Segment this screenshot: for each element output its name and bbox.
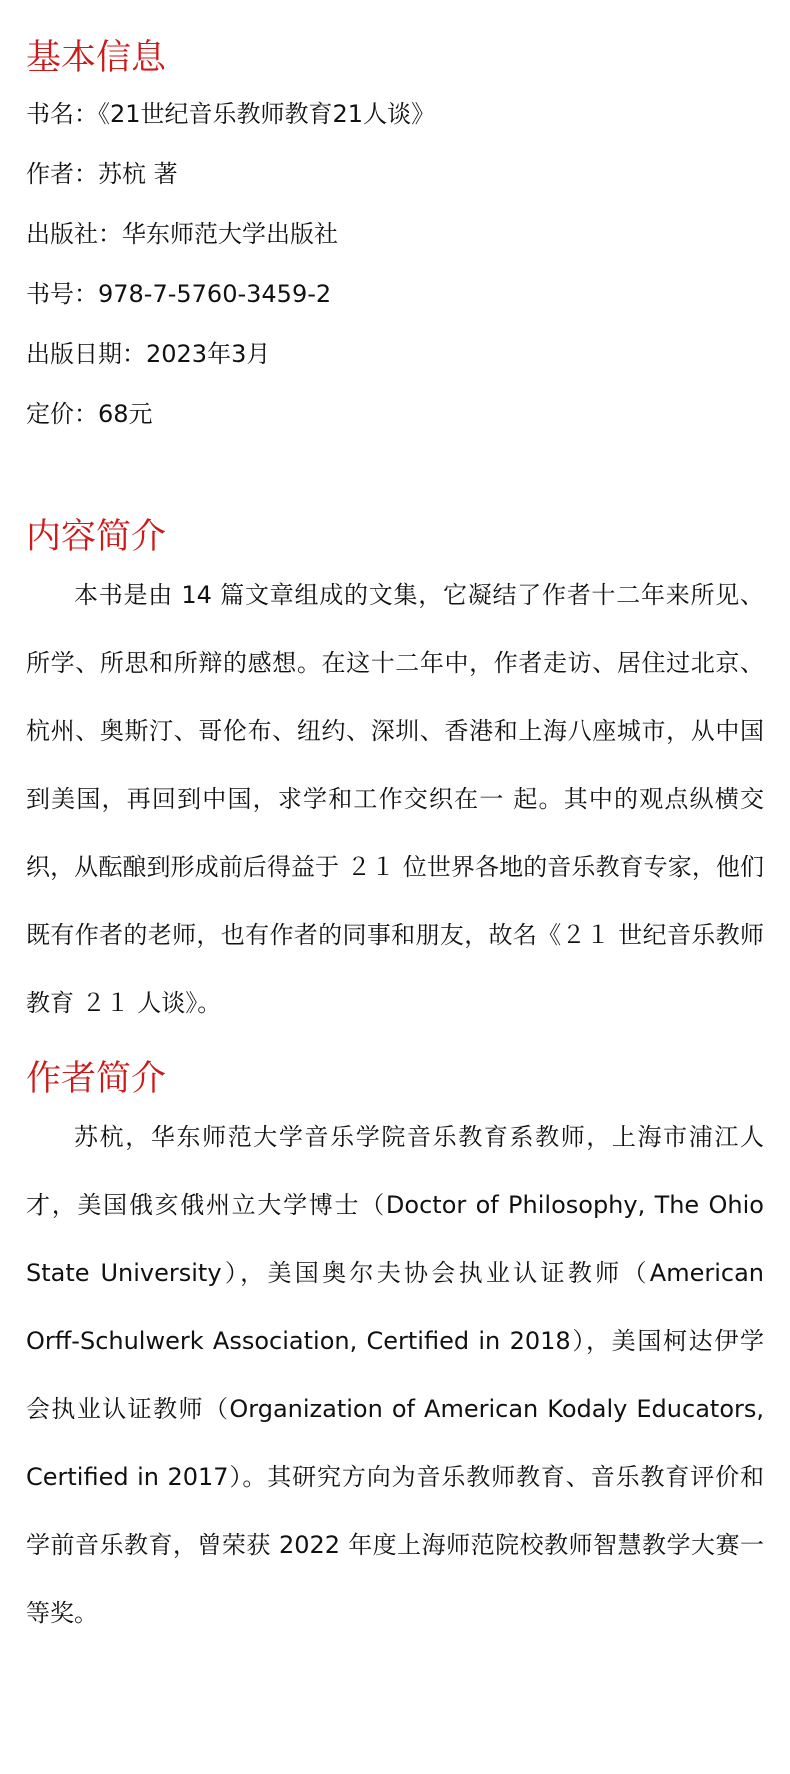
info-line-isbn: 书号：978-7-5760-3459-2 [26,280,332,308]
basic-info-heading: 基本信息 [26,38,167,78]
info-line-author: 作者：苏杭 著 [26,160,178,188]
info-line-title: 书名：《21世纪音乐教师教育21人谈》 [26,100,436,128]
info-line-date: 出版日期：2023年3月 [26,340,271,368]
author-intro-paragraph: 苏杭，华东师范大学音乐学院音乐教育系教师，上海市浦江人才，美国俄亥俄州立大学博士（Doctor of Philosophy, The Ohio State University），美国奥尔夫协会执业认证教师（American Orff-Schulwerk Association, Certified in 2018），美国柯达伊学会执业认证教师（Organization of American Kodaly Educators, Certified in 2017）。其研究方向为音乐教师教育、音乐教育评价和学前音乐教育，曾荣获 2022 年度上海师范院校教师智慧教学大赛一等奖。 [26,1123,764,1627]
author-intro-heading: 作者简介 [26,1059,167,1099]
info-line-publisher: 出版社：华东师范大学出版社 [26,220,338,248]
content-intro-heading: 内容简介 [26,517,167,557]
content-intro-paragraph: 本书是由 14 篇文章组成的文集，它凝结了作者十二年来所见、所学、所思和所辩的感想。在这十二年中，作者走访、居住过北京、杭州、奥斯汀、哥伦布、纽约、深圳、香港和上海八座城市，从中国到美国，再回到中国，求学和工作交织在一 起。其中的观点纵横交织，从酝酿到形成前后得益于 ２１ 位世界各地的音乐教育专家，他们既有作者的老师，也有作者的同事和朋友，故名《２１ 世纪音乐教师教育 ２１ 人谈》。 [26,581,764,1017]
info-line-price: 定价：68元 [26,400,153,428]
